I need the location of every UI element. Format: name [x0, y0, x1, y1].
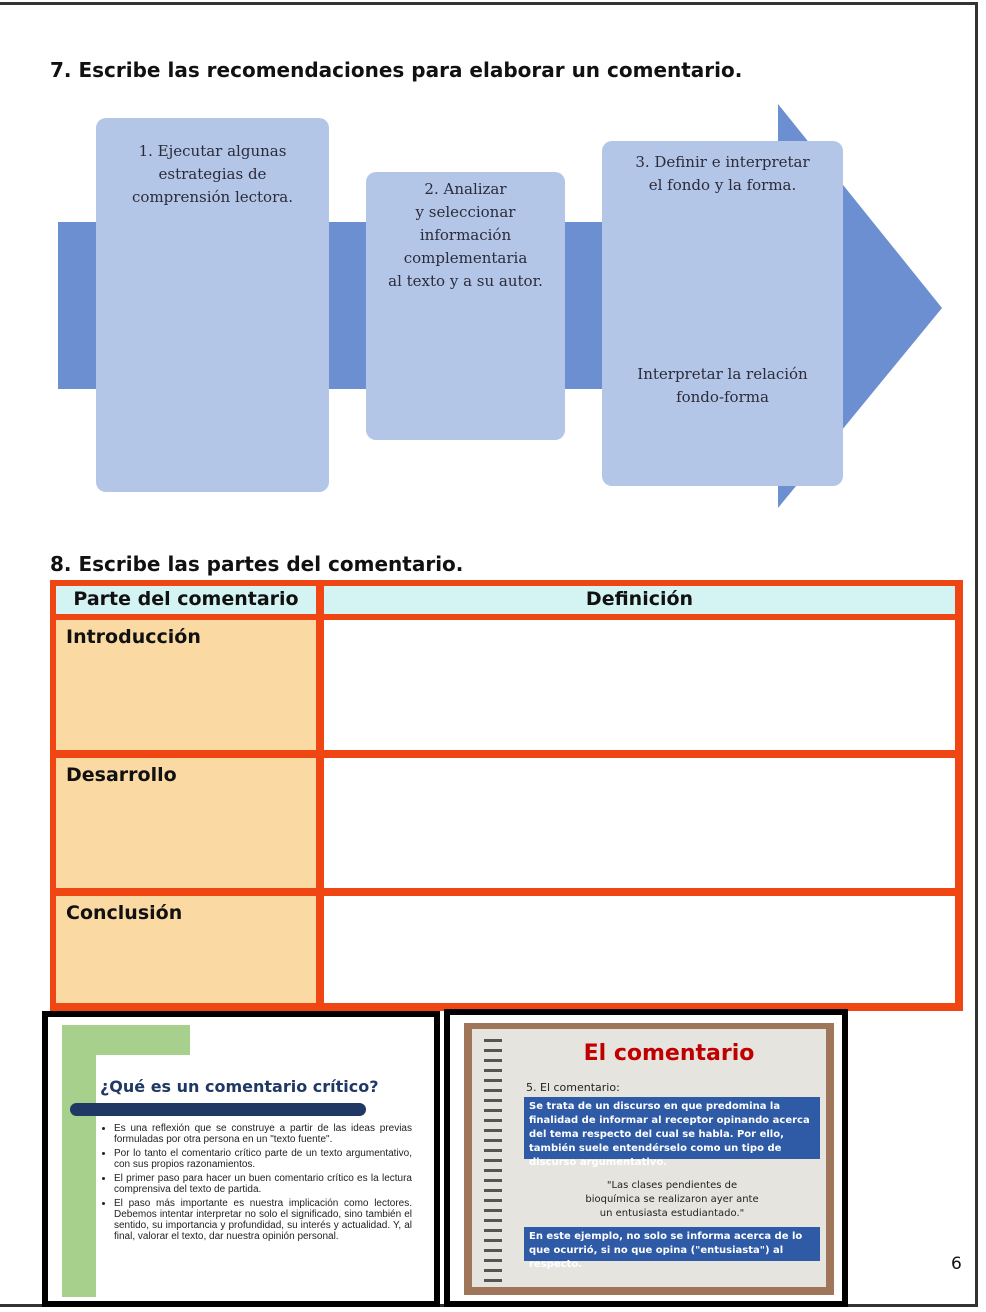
notebook-subtitle: 5. El comentario: — [526, 1081, 620, 1094]
el-comentario-slide — [444, 1009, 848, 1307]
step-1-box: 1. Ejecutar algunas estrategias de comprensión lectora. — [96, 118, 329, 492]
row-part-conclusion: Conclusión — [56, 896, 316, 1003]
slide-green-block — [62, 1025, 190, 1055]
slide-title-bar — [70, 1103, 366, 1116]
notebook-title: El comentario — [583, 1041, 755, 1066]
notebook-page — [472, 1029, 826, 1287]
step-3-box — [602, 141, 843, 486]
slide-green-side — [62, 1055, 96, 1297]
comment-parts-table — [50, 580, 963, 1011]
row-definition-conclusion[interactable] — [324, 896, 955, 1003]
slide-title: ¿Qué es un comentario crítico? — [100, 1077, 379, 1096]
notebook-background — [464, 1023, 834, 1295]
row-definition-introduccion[interactable] — [324, 620, 955, 750]
question-7-title: 7. Escribe las recomendaciones para elaborar un comentario. — [50, 58, 743, 82]
step-2-box: 2. Analizar y seleccionar información complementaria al texto y a su autor. — [366, 172, 565, 440]
row-definition-desarrollo[interactable] — [324, 758, 955, 888]
slide-bullets — [104, 1123, 412, 1245]
header-part: Parte del comentario — [56, 586, 316, 614]
page-number: 6 — [951, 1254, 962, 1274]
step-3-text: 3. Definir e interpretar el fondo y la forma. — [635, 153, 810, 194]
definition-box: Se trata de un discurso en que predomina la finalidad de informar al receptor opinando acerca del tema respecto del cual se habla. Por ello, también suele entendérselo como un tipo de discurso argumentativo. — [524, 1097, 820, 1159]
step-3-subtext: Interpretar la relación fondo-forma — [637, 365, 808, 406]
header-definition: Definición — [324, 586, 955, 614]
spiral-binding-icon — [480, 1033, 506, 1293]
row-part-introduccion: Introducción — [56, 620, 316, 750]
slide-bullet: • Por lo tanto el comentario crítico parte de un texto argumentativo, con sus propios razonamientos. — [114, 1148, 412, 1170]
question-8-title: 8. Escribe las partes del comentario. — [50, 552, 464, 576]
slide-bullet: • Es una reflexión que se construye a partir de las ideas previas formuladas por otra persona en un "texto fuente". — [114, 1123, 412, 1145]
slide-bullet: • El paso más importante es nuestra implicación como lectores. Debemos intentar interpretar no solo el significado, sino también el sentido, su importancia y profundidad, su interés y actualidad. Y, al final, valorar el texto, dar nuestra opinión personal. — [114, 1198, 412, 1242]
example-quote: "Las clases pendientes de bioquímica se realizaron ayer ante un entusiasta estudiantado." — [585, 1180, 759, 1219]
slide-bullet: • El primer paso para hacer un buen comentario crítico es la lectura comprensiva del texto de partida. — [114, 1173, 412, 1195]
comentario-critico-slide — [42, 1011, 440, 1307]
row-part-desarrollo: Desarrollo — [56, 758, 316, 888]
explanation-box: En este ejemplo, no solo se informa acerca de lo que ocurrió, si no que opina ("entusiasta") al respecto. — [524, 1227, 820, 1261]
